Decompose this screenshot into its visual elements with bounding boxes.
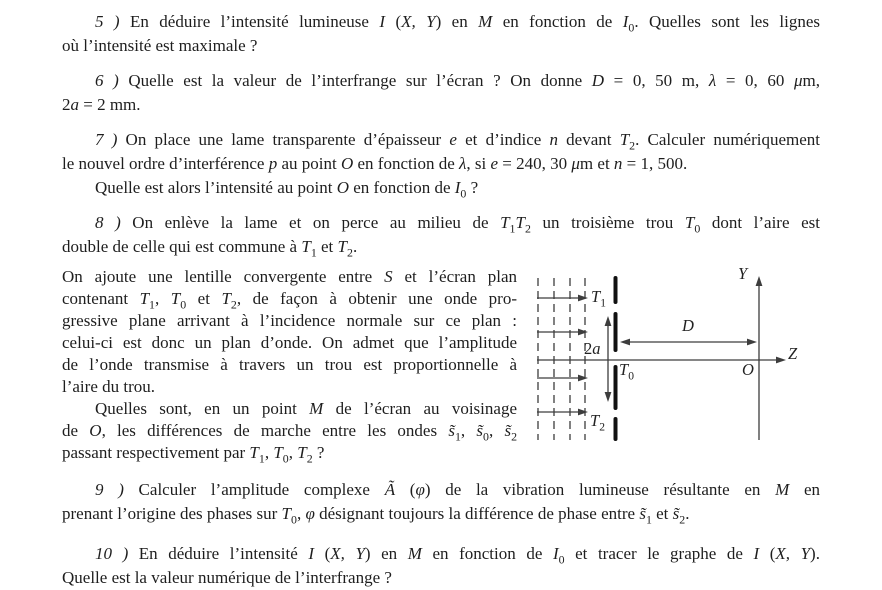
question-6-line-2: 2a = 2 mm. — [62, 95, 141, 114]
label-origin-O: O — [742, 360, 754, 379]
question-8-line-2: double de celle qui est commune à $T_1$ et $T_2$. — [62, 237, 358, 260]
question-7-line-1: 7 ) On place une lame transparente d’épaisseur e et d’indice n devant $T_2$. Calculer numériquement — [95, 130, 821, 153]
label-T2: $T_2$ — [590, 411, 605, 434]
question-7-line-2: le nouvel ordre d’interférence p au point O en fonction de λ, si e = 240, 30 μm et n = 1, 500. — [62, 154, 688, 173]
question-8-line-1: 8 ) On enlève la lame et on perce au milieu de $T_1T_2$ un troisième trou $T_0$ dont l’aire est — [95, 213, 820, 236]
barrier-segment-upper — [614, 312, 618, 352]
question-10-line-2: Quelle est la valeur numérique de l’interfrange ? — [62, 568, 392, 587]
interference-setup-figure — [525, 256, 825, 460]
question-8-column-line-6: l’aire du trou. — [62, 377, 155, 396]
question-7-line-3: Quelle est alors l’intensité au point O en fonction de $I_0$ ? — [95, 178, 479, 201]
barrier-segment-top — [614, 276, 618, 304]
label-Z-axis: Z — [788, 344, 798, 363]
barrier-segment-bottom — [614, 417, 618, 441]
question-9 — [62, 478, 820, 526]
question-6-line-1: 6 ) Quelle est la valeur de l’interfrange sur l’écran ? On donne D = 0, 50 m, λ = 0, 60 μm, — [95, 71, 821, 90]
question-8-column-line-4: celui-ci est donc un plan d’onde. On admet que l’amplitude — [62, 333, 517, 352]
question-8-intro — [62, 211, 820, 259]
question-8-column-line-5: de l’onde transmise à travers un trou est proportionnelle à — [62, 355, 517, 374]
question-5-line-2: où l’intensité est maximale ? — [62, 36, 258, 55]
figure-drawing — [525, 256, 825, 460]
question-5-line-1: 5 ) En déduire l’intensité lumineuse I (X, Y) en M en fonction de $I_0$. Quelles sont les lignes — [95, 12, 820, 35]
question-8-column-line-8: de O, les différences de marche entre les ondes $s̃_1$, $s̃_0$, $s̃_2$ — [62, 421, 518, 444]
question-10 — [62, 542, 820, 590]
arrowheads — [578, 276, 786, 415]
question-9-line-2: prenant l’origine des phases sur $T_0$, φ désignant toujours la différence de phase entre $s̃_1$ et $s̃_2$. — [62, 504, 690, 527]
question-8-column-line-9: passant respectivement par $T_1$, $T_0$, $T_2$ ? — [62, 443, 325, 466]
label-T0: $T_0$ — [619, 360, 634, 383]
barrier-segment-lower — [614, 365, 618, 410]
question-6 — [62, 69, 820, 117]
question-8-column-line-3: gressive plane arrivant à l’incidence normale sur ce plan : — [62, 311, 517, 330]
question-9-line-1: 9 ) Calculer l’amplitude complexe Ã (φ) de la vibration lumineuse résultante en M en — [95, 480, 820, 499]
label-D: D — [682, 316, 694, 335]
question-10-line-1: 10 ) En déduire l’intensité I (X, Y) en M en fonction de $I_0$ et tracer le graphe de I (X, Y). — [95, 544, 820, 567]
wave-direction-arrows — [537, 298, 581, 412]
question-5 — [62, 10, 820, 58]
label-2a: 2a — [584, 339, 601, 358]
question-8-column-line-7: Quelles sont, en un point M de l’écran au voisinage — [95, 399, 517, 418]
question-7 — [62, 128, 820, 200]
label-Y-axis: Y — [738, 264, 748, 283]
pinhole-screen — [614, 276, 618, 441]
label-T1: $T_1$ — [591, 287, 606, 310]
wavefront-dashed-lines — [538, 278, 585, 440]
question-8-column-line-1: On ajoute une lentille convergente entre S et l’écran plan — [62, 267, 518, 286]
question-8-column-line-2: contenant $T_1$, $T_0$ et $T_2$, de façon à obtenir une onde pro- — [62, 289, 517, 312]
